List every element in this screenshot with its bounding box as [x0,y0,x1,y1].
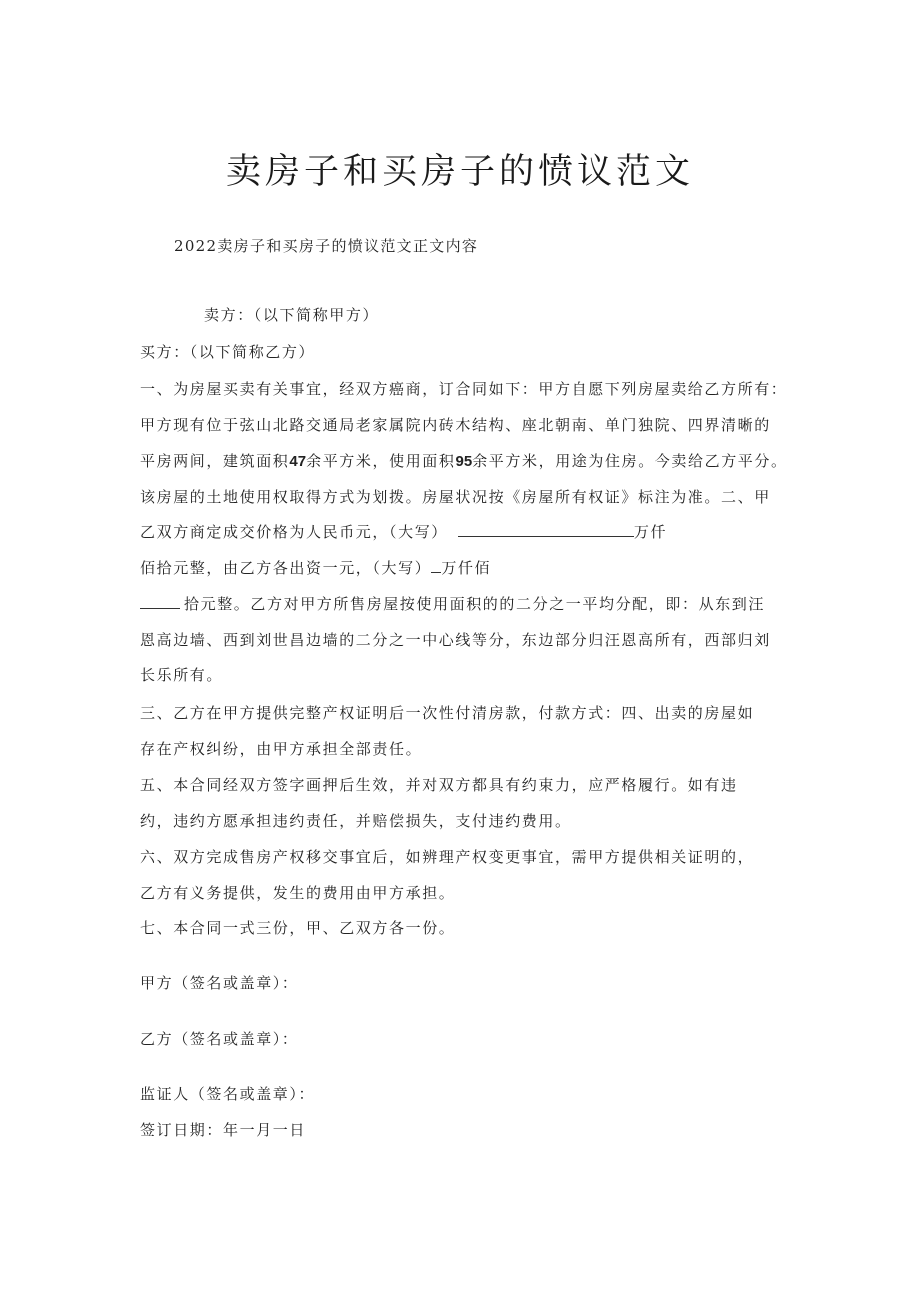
party-a-signature: 甲方（签名或盖章）： [140,974,299,992]
document-title: 卖房子和买房子的愤议范文 [225,152,694,192]
body-line-3-part-a: 平房两间，建筑面积 [140,452,290,470]
amount-blank-line [140,593,180,609]
body-line-9: 长乐所有。 [140,666,224,684]
body-line-8: 恩高边墙、西到刘世昌边墙的二分之一中心线等分，东边部分归汪恩高所有，西部归刘 [140,631,771,649]
contribution-blank-line [431,557,441,573]
body-line-3-part-c: 余平方米，用途为住房。今卖给乙方平分。 [472,452,788,470]
price-label: 乙双方商定成交价格为人民币元，（大写） [140,523,448,541]
body-line-14: 六、双方完成售房产权移交事宜后，如辨理产权变更事宜，需甲方提供相关证明的， [140,848,755,866]
contribution-unit-text: 万仟佰 [441,559,492,577]
price-unit-text: 万仟 [633,523,668,541]
body-line-5 [140,520,667,544]
body-line-11: 存在产权纠纷，由甲方承担全部责任。 [140,740,423,758]
body-line-7 [140,592,765,616]
document-subtitle: 2022卖房子和买房子的愤议范文正文内容 [174,237,479,255]
body-line-3-part-b: 余平方米，使用面积 [306,452,456,470]
price-blank-line [458,521,634,537]
seller-line: 卖方：（以下简称甲方） [204,306,380,324]
body-line-2: 甲方现有位于弦山北路交通局老家属院内砖木结构、座北朝南、单门独院、四界清晰的 [140,416,771,434]
buyer-line: 买方：（以下简称乙方） [140,343,316,361]
body-line-6 [140,556,491,580]
building-area-value: 47 [289,453,307,470]
body-line-10: 三、乙方在甲方提供完整产权证明后一次性付清房款，付款方式：四、出卖的房屋如 [140,704,755,722]
body-line-13: 约，违约方愿承担违约责任，并赔偿损失，支付违约费用。 [140,812,572,830]
body-line-1: 一、为房屋买卖有关事宜，经双方癌商，订合同如下：甲方自愿下列房屋卖给乙方所有： [140,380,788,398]
body-line-15: 乙方有义务提供，发生的费用由甲方承担。 [140,884,456,902]
witness-signature: 监证人（签名或盖章）： [140,1085,316,1103]
party-b-signature: 乙方（签名或盖章）： [140,1030,299,1048]
usable-area-value: 95 [455,453,473,470]
body-line-3 [140,449,788,474]
body-line-16: 七、本合同一式三份，甲、乙双方各一份。 [140,919,456,937]
contribution-label: 佰拾元整，由乙方各出资一元，（大写） [140,559,432,577]
body-line-4: 该房屋的土地使用权取得方式为划拨。房屋状况按《房屋所有权证》标注为准。二、甲 [140,488,771,506]
body-line-12: 五、本合同经双方签字画押后生效，并对双方都具有约束力，应严格履行。如有违 [140,776,738,794]
body-line-7-text: 拾元整。乙方对甲方所售房屋按使用面积的的二分之一平均分配，即：从东到汪 [184,595,766,613]
signing-date: 签订日期：年一月一日 [140,1121,307,1139]
